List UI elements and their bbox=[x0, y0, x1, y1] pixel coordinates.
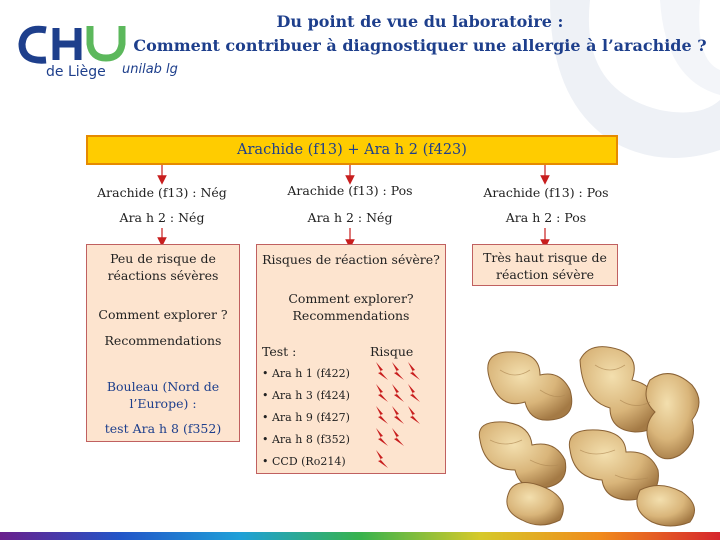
test-label: Test : bbox=[262, 344, 297, 359]
left-bouleau: Bouleau (Nord de l’Europe) : bbox=[106, 379, 220, 411]
col3-line1: Arachide (f13) : Pos bbox=[483, 185, 609, 200]
col1-line2: Ara h 2 : Nég bbox=[119, 210, 205, 225]
risk-bolt-icon bbox=[408, 406, 420, 424]
left-risk: Peu de risque de réactions sévères bbox=[107, 251, 219, 283]
test-item: • Ara h 1 (f422) bbox=[262, 367, 350, 380]
middle-reco: Recommendations bbox=[292, 308, 410, 323]
risk-bolt-icon bbox=[408, 362, 420, 380]
test-item: • Ara h 3 (f424) bbox=[262, 389, 350, 402]
risk-bolt-icon bbox=[392, 406, 404, 424]
title-line-2: Comment contribuer à diagnostiquer une allergie à l’arachide ? bbox=[133, 36, 707, 55]
col2-line1: Arachide (f13) : Pos bbox=[287, 183, 413, 198]
test-item: • CCD (Ro214) bbox=[262, 455, 346, 468]
peanuts-image bbox=[470, 340, 710, 530]
left-reco: Recommendations bbox=[104, 333, 222, 348]
risk-bolt-icon bbox=[392, 428, 404, 446]
logo-lab: unilab lg bbox=[122, 62, 178, 77]
test-item: • Ara h 9 (f427) bbox=[262, 411, 350, 424]
risk-bolt-icon bbox=[392, 362, 404, 380]
risk-bolt-icon bbox=[376, 450, 388, 468]
left-explore: Comment explorer ? bbox=[98, 307, 228, 322]
middle-explore: Comment explorer? bbox=[288, 291, 414, 306]
left-test: test Ara h 8 (f352) bbox=[104, 421, 222, 436]
col3-line2: Ara h 2 : Pos bbox=[505, 210, 587, 225]
test-item: • Ara h 8 (f352) bbox=[262, 433, 350, 446]
title-line-1: Du point de vue du laboratoire : bbox=[276, 12, 564, 31]
risk-bolt-icon bbox=[408, 384, 420, 402]
col1-line1: Arachide (f13) : Nég bbox=[97, 185, 227, 200]
risk-bolt-icon bbox=[376, 362, 388, 380]
risk-bolt-icon bbox=[376, 428, 388, 446]
right-risk: Très haut risque de réaction sévère bbox=[483, 250, 607, 282]
risk-label: Risque bbox=[370, 344, 414, 359]
middle-risk: Risques de réaction sévère? bbox=[262, 252, 440, 267]
col2-line2: Ara h 2 : Nég bbox=[307, 210, 393, 225]
bottom-color-bar bbox=[0, 532, 720, 540]
top-box: Arachide (f13) + Ara h 2 (f423) bbox=[86, 135, 618, 165]
risk-bolt-icon bbox=[376, 406, 388, 424]
risk-bolt-icon bbox=[376, 384, 388, 402]
risk-bolt-icon bbox=[392, 384, 404, 402]
logo-subtitle: de Liège bbox=[46, 64, 106, 80]
